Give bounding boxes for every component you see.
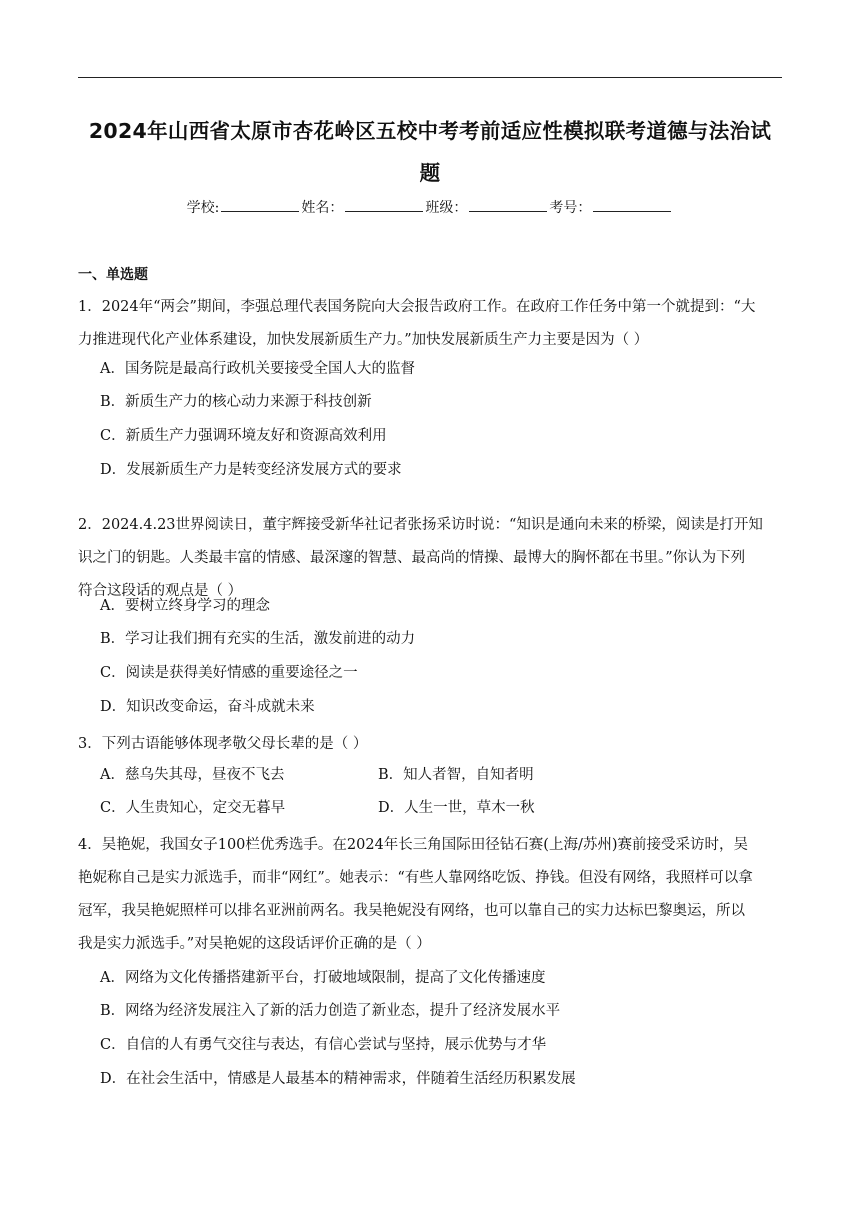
- class-blank[interactable]: [469, 199, 547, 212]
- option: A．网络为文化传播搭建新平台，打破地域限制，提高了文化传播速度: [100, 970, 546, 986]
- student-info-row: [0, 197, 860, 217]
- stem-line: 冠军，我吴艳妮照样可以排名亚洲前两名。我吴艳妮没有网络，也可以靠自己的实力达标巴黎奥运，所以: [78, 903, 745, 919]
- stem-line: 力推进现代化产业体系建设，加快发展新质生产力。”加快发展新质生产力主要是因为（ ）: [78, 332, 649, 348]
- option: A．国务院是最高行政机关要接受全国人大的监督: [100, 361, 415, 377]
- exam-no-blank[interactable]: [593, 199, 671, 212]
- stem-line: 符合这段话的观点是（ ）: [78, 583, 243, 599]
- question-stem: [78, 728, 784, 761]
- class-label: 班级：: [425, 200, 468, 216]
- stem-line: 我是实力派选手。”对吴艳妮的这段话评价正确的是（ ）: [78, 936, 431, 952]
- title-line-2: 题: [419, 161, 441, 185]
- stem-line: 3．下列古语能够体现孝敬父母长辈的是（ ）: [78, 736, 368, 752]
- option: C．阅读是获得美好情感的重要途径之一: [100, 665, 358, 681]
- section-title: 一、单选题: [78, 267, 148, 283]
- option: C．人生贵知心，定交无暮早: [100, 800, 286, 816]
- option: B．新质生产力的核心动力来源于科技创新: [100, 394, 372, 410]
- option: A．慈乌失其母，昼夜不飞去: [100, 767, 285, 783]
- option: C．自信的人有勇气交往与表达，有信心尝试与坚持，展示优势与才华: [100, 1037, 547, 1053]
- exam-no-label: 考号：: [549, 200, 592, 216]
- option: A．要树立终身学习的理念: [100, 598, 270, 614]
- stem-line: 2．2024.4.23世界阅读日，董宇辉接受新华社记者张扬采访时说：“知识是通向未来的桥梁，阅读是打开知: [78, 517, 763, 533]
- title-line-1: 2024年山西省太原市杏花岭区五校中考考前适应性模拟联考道德与法治试: [88, 119, 772, 143]
- option: D．在社会生活中，情感是人最基本的精神需求，伴随着生活经历积累发展: [100, 1071, 576, 1087]
- option: B．网络为经济发展注入了新的活力创造了新业态，提升了经济发展水平: [100, 1003, 561, 1019]
- stem-line: 1．2024年“两会”期间，李强总理代表国务院向大会报告政府工作。在政府工作任务中第一个就提到：“大: [78, 299, 756, 315]
- stem-line: 艳妮称自己是实力派选手，而非“网红”。她表示：“有些人靠网络吃饭、挣钱。但没有网络，我照样可以拿: [78, 870, 753, 886]
- header-rule: [78, 77, 782, 78]
- option: D．发展新质生产力是转变经济发展方式的要求: [100, 462, 402, 478]
- exam-title: [78, 110, 782, 194]
- question-stem: [78, 291, 784, 357]
- question-stem: [78, 509, 784, 608]
- option: C．新质生产力强调环境友好和资源高效利用: [100, 428, 387, 444]
- option: B．知人者智，自知者明: [378, 767, 534, 783]
- name-blank[interactable]: [345, 199, 423, 212]
- option: D．人生一世，草木一秋: [378, 800, 535, 816]
- question-stem: [78, 829, 784, 961]
- school-label: 学校:: [186, 200, 220, 216]
- name-label: 姓名：: [301, 200, 344, 216]
- stem-line: 识之门的钥匙。人类最丰富的情感、最深邃的智慧、最高尚的情操、最博大的胸怀都在书里。”你认为下列: [78, 550, 746, 566]
- option: D．知识改变命运，奋斗成就未来: [100, 699, 315, 715]
- school-blank[interactable]: [221, 199, 299, 212]
- option: B．学习让我们拥有充实的生活，激发前进的动力: [100, 631, 416, 647]
- stem-line: 4．吴艳妮，我国女子100栏优秀选手。在2024年长三角国际田径钻石赛(上海/苏州)赛前接受采访时，吴: [78, 837, 748, 853]
